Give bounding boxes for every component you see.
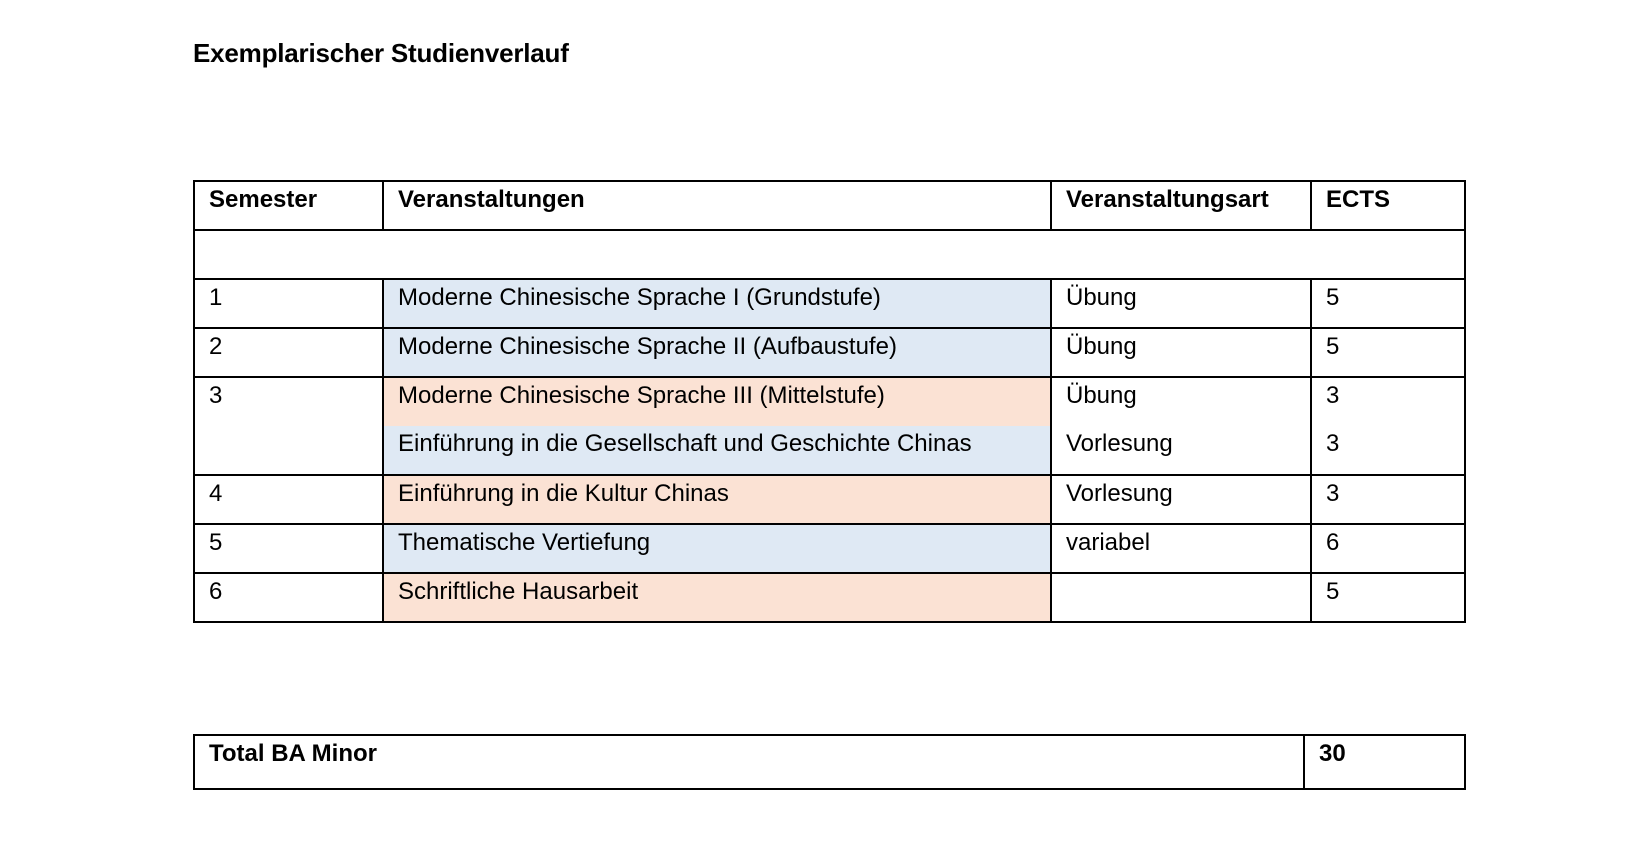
type-cell: variabel (1051, 524, 1311, 573)
semester-cell: 3 (194, 377, 383, 426)
table-row (194, 279, 1465, 328)
study-plan-table (193, 180, 1466, 623)
course-cell: Moderne Chinesische Sprache II (Aufbaustufe) (383, 328, 1051, 377)
table-row (194, 377, 1465, 426)
page-title: Exemplarischer Studienverlauf (193, 38, 569, 68)
type-cell: Vorlesung (1051, 426, 1311, 475)
course-cell: Moderne Chinesische Sprache I (Grundstufe) (383, 279, 1051, 328)
header-ects: ECTS (1311, 181, 1465, 230)
semester-cell: 2 (194, 328, 383, 377)
semester-cell: 6 (194, 573, 383, 622)
header-veranstaltungen: Veranstaltungen (383, 181, 1051, 230)
ects-cell: 3 (1311, 377, 1465, 426)
course-cell: Thematische Vertiefung (383, 524, 1051, 573)
ects-cell: 6 (1311, 524, 1465, 573)
semester-cell: 5 (194, 524, 383, 573)
table-row (194, 426, 1465, 475)
course-cell: Moderne Chinesische Sprache III (Mittelstufe) (383, 377, 1051, 426)
course-cell: Einführung in die Gesellschaft und Geschichte Chinas (383, 426, 1051, 475)
semester-cell (194, 426, 383, 475)
course-cell: Schriftliche Hausarbeit (383, 573, 1051, 622)
ects-cell: 3 (1311, 475, 1465, 524)
header-veranstaltungsart: Veranstaltungsart (1051, 181, 1311, 230)
type-cell: Übung (1051, 279, 1311, 328)
total-row (194, 735, 1465, 789)
type-cell: Übung (1051, 377, 1311, 426)
ects-cell: 5 (1311, 328, 1465, 377)
table-row (194, 573, 1465, 622)
ects-cell: 5 (1311, 279, 1465, 328)
empty-row (194, 230, 1465, 279)
total-label: Total BA Minor (194, 735, 1304, 789)
total-value: 30 (1304, 735, 1465, 789)
type-cell (1051, 573, 1311, 622)
ects-cell: 3 (1311, 426, 1465, 475)
total-table (193, 734, 1466, 790)
semester-cell: 4 (194, 475, 383, 524)
type-cell: Vorlesung (1051, 475, 1311, 524)
table-row (194, 524, 1465, 573)
table-row (194, 328, 1465, 377)
empty-cell (194, 230, 1465, 279)
header-semester: Semester (194, 181, 383, 230)
type-cell: Übung (1051, 328, 1311, 377)
table-header-row (194, 181, 1465, 230)
semester-cell: 1 (194, 279, 383, 328)
ects-cell: 5 (1311, 573, 1465, 622)
table-row (194, 475, 1465, 524)
course-cell: Einführung in die Kultur Chinas (383, 475, 1051, 524)
